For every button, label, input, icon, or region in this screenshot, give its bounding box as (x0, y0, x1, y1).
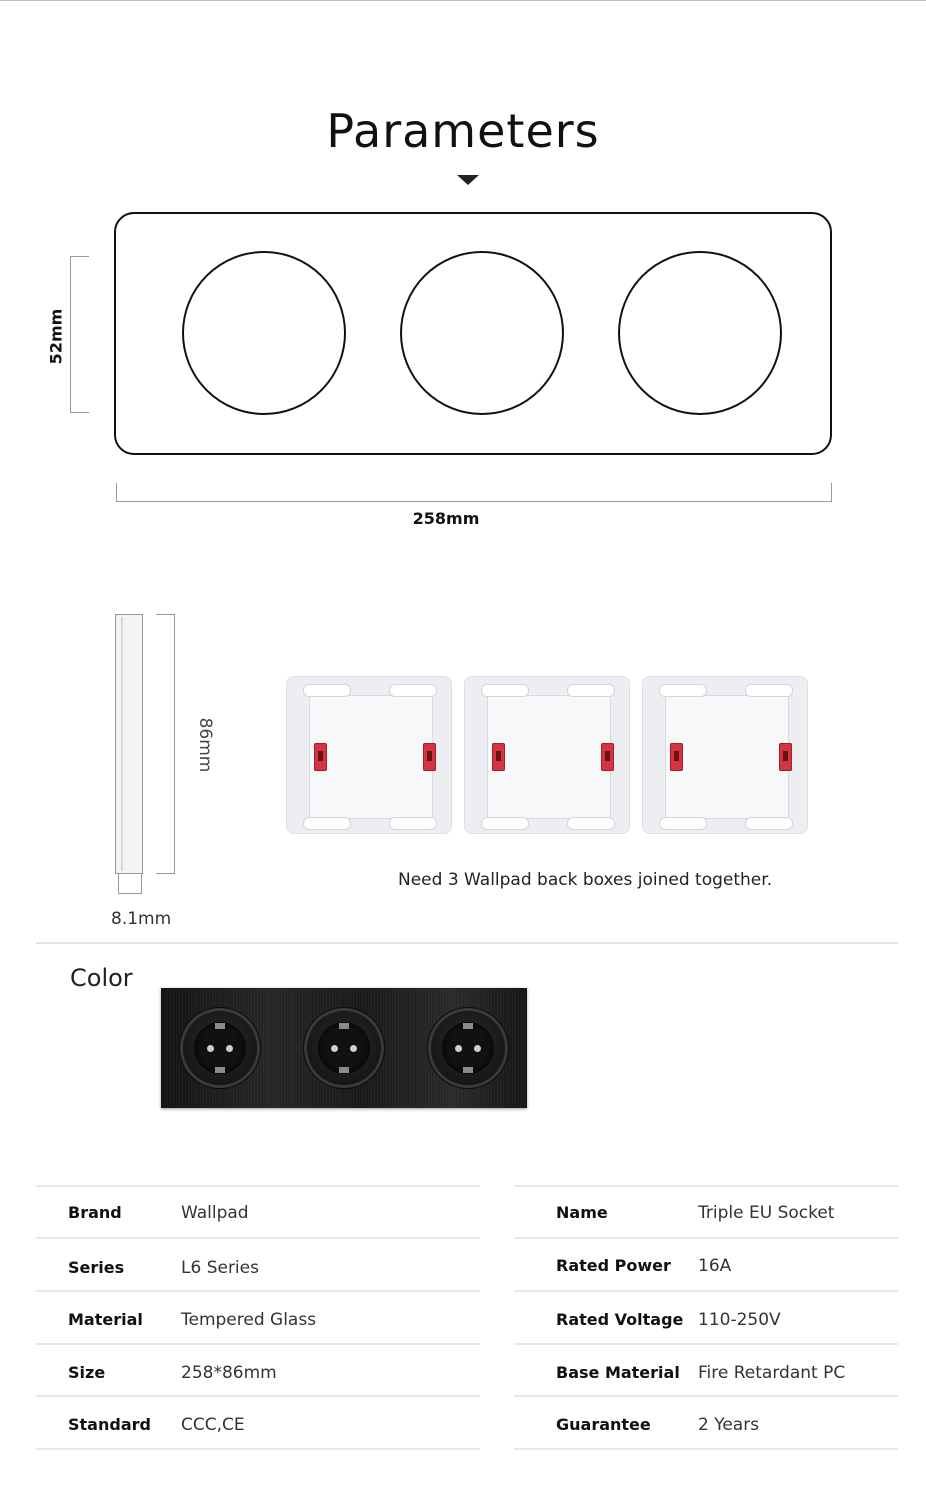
back-boxes-image (286, 676, 810, 836)
top-border (0, 0, 926, 1)
depth-label: 8.1mm (111, 909, 172, 929)
eu-socket-icon (307, 1011, 381, 1085)
spec-row-standard (36, 1399, 480, 1451)
spec-key: Material (68, 1310, 143, 1329)
spec-row-guarantee (514, 1399, 898, 1451)
spec-row-rated-voltage (514, 1294, 898, 1346)
section-divider (36, 942, 898, 944)
spec-key: Rated Voltage (556, 1310, 684, 1329)
spec-value: 258*86mm (181, 1363, 277, 1383)
spec-key: Name (556, 1203, 608, 1222)
socket-outline-3 (618, 251, 782, 415)
spec-value: 16A (698, 1256, 732, 1276)
socket-outline-1 (182, 251, 346, 415)
spec-row-series (36, 1242, 480, 1294)
spec-value: Tempered Glass (181, 1310, 317, 1330)
back-box-2 (464, 676, 630, 834)
eu-socket-icon (183, 1011, 257, 1085)
spec-key: Standard (68, 1415, 151, 1434)
spec-key: Brand (68, 1203, 122, 1222)
spec-value: L6 Series (181, 1258, 259, 1278)
spec-row-rated-power (514, 1240, 898, 1292)
triangle-down-icon (457, 175, 479, 185)
spec-key: Base Material (556, 1363, 680, 1382)
width-dimension-bracket (116, 483, 832, 502)
spec-row-base-material (514, 1347, 898, 1399)
socket-outline-2 (400, 251, 564, 415)
spec-key: Series (68, 1258, 125, 1277)
spec-row-material (36, 1294, 480, 1346)
page-title: Parameters (326, 104, 600, 158)
side-height-label: 86mm (195, 717, 215, 773)
spec-key: Guarantee (556, 1415, 651, 1434)
eu-socket-icon (431, 1011, 505, 1085)
front-panel-outline (114, 212, 832, 455)
spec-value: Triple EU Socket (698, 1203, 835, 1223)
depth-bracket (118, 874, 142, 894)
spec-value: 2 Years (698, 1415, 760, 1435)
spec-value: Wallpad (181, 1203, 249, 1223)
spec-row-size (36, 1347, 480, 1399)
spec-row-brand (36, 1187, 480, 1239)
spec-value: 110-250V (698, 1310, 781, 1330)
side-height-bracket (156, 614, 175, 874)
width-dimension-label: 258mm (412, 509, 480, 528)
color-heading: Color (70, 964, 133, 992)
back-box-3 (642, 676, 808, 834)
height-dimension-label: 52mm (46, 308, 66, 365)
back-box-1 (286, 676, 452, 834)
spec-value: Fire Retardant PC (698, 1363, 846, 1383)
product-color-swatch (161, 988, 527, 1108)
spec-key: Rated Power (556, 1256, 671, 1275)
side-view-panel (115, 614, 143, 874)
back-boxes-note: Need 3 Wallpad back boxes joined together. (398, 870, 773, 890)
height-dimension-bracket (70, 256, 89, 413)
spec-value: CCC,CE (181, 1415, 245, 1435)
spec-row-name (514, 1187, 898, 1239)
spec-key: Size (68, 1363, 106, 1382)
